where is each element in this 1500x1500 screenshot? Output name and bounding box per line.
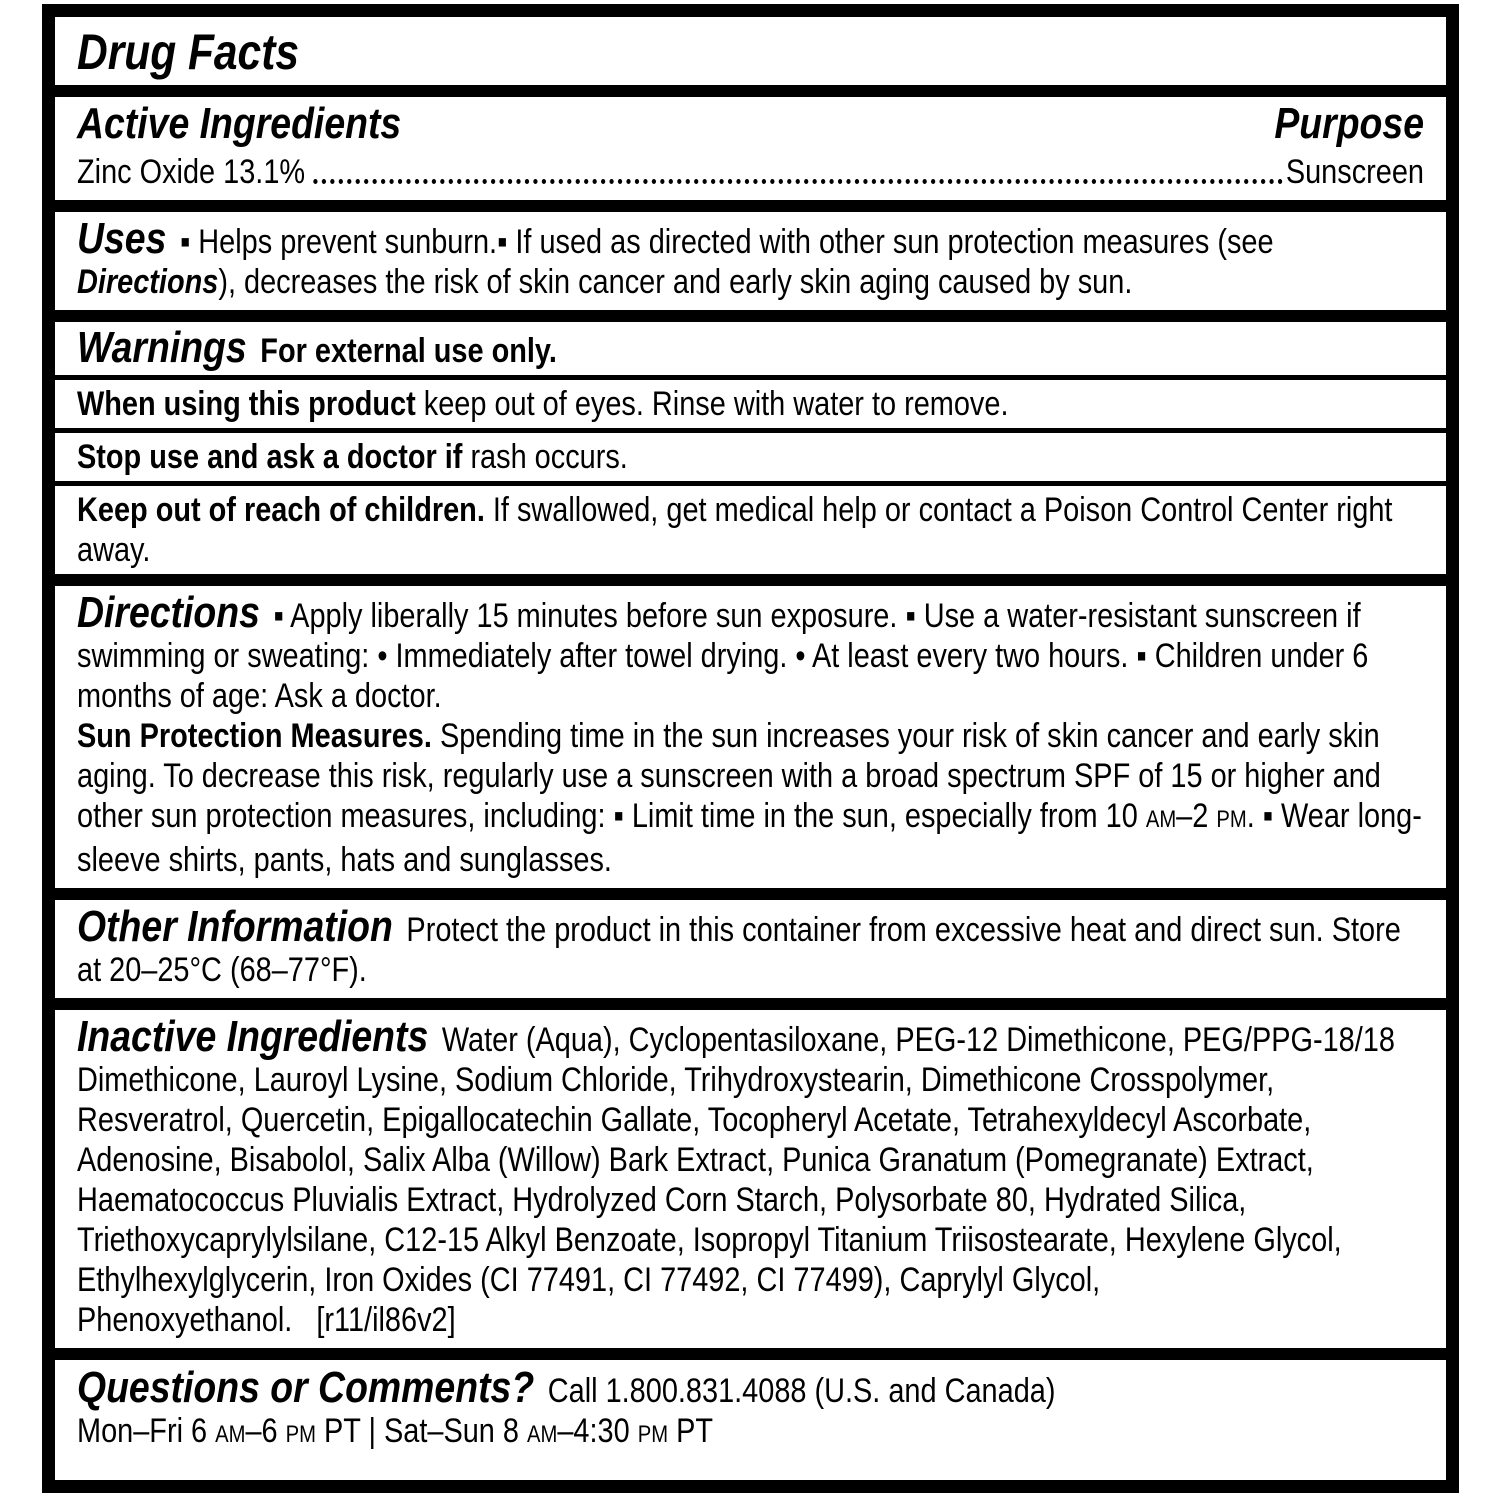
directions-paragraph <box>77 588 1424 716</box>
section-divider <box>55 1348 1446 1360</box>
section-divider <box>55 200 1446 212</box>
inactive-ingredients-paragraph <box>77 1012 1424 1340</box>
other-information-paragraph <box>77 902 1424 990</box>
warning-stop-use-row <box>55 433 1446 481</box>
warnings-heading: Warnings <box>77 323 247 372</box>
questions-hours-text: Mon–Fri 6 AM–6 PM PT | Sat–Sun 8 AM–4:30 PM PT <box>77 1412 714 1450</box>
dot-leader <box>314 179 1284 184</box>
questions-heading: Questions or Comments? <box>77 1363 535 1412</box>
uses-heading: Uses <box>77 214 167 263</box>
directions-text: ▪ Apply liberally 15 minutes before sun exposure. ▪ Use a water-resistant sunscreen if swimming or sweating: • Immediately after towel drying. • At least every two hours. ▪ Children under 6 months of age: Ask a doctor. <box>77 597 1369 715</box>
warning-keep-out-text: Keep out of reach of children. If swallowed, get medical help or contact a Poison Control Center right away. <box>77 491 1393 569</box>
active-ingredients-section <box>55 97 1446 200</box>
active-ingredient-purpose: Sunscreen <box>1285 153 1424 191</box>
questions-paragraph <box>77 1363 1424 1412</box>
uses-section <box>55 212 1446 310</box>
inactive-ingredients-heading: Inactive Ingredients <box>77 1012 429 1061</box>
drug-facts-title: Drug Facts <box>77 24 299 80</box>
active-ingredient-name: Zinc Oxide 13.1% <box>77 153 306 191</box>
uses-paragraph <box>77 214 1424 302</box>
warning-stop-use-text: Stop use and ask a doctor if rash occurs. <box>77 438 628 476</box>
active-ingredient-row <box>77 152 1424 192</box>
sun-protection-paragraph: Sun Protection Measures. Spending time in the sun increases your risk of skin cancer and early skin aging. To decrease this risk, regularly use a sunscreen with a broad spectrum SPF of 15 or higher and other sun protection measures, including: ▪ Limit time in the sun, especially from 10 AM–2 PM. ▪ Wear long-sleeve shirts, pants, hats and sunglasses. <box>77 717 1422 879</box>
other-information-heading: Other Information <box>77 902 393 951</box>
uses-text: ▪ Helps prevent sunburn.▪ If used as directed with other sun protection measures (see Directions), decreases the risk of skin cancer and early skin aging caused by sun. <box>77 223 1274 301</box>
directions-section <box>55 586 1446 888</box>
warning-when-using-row <box>55 380 1446 428</box>
other-information-section <box>55 900 1446 998</box>
warnings-intro-text: For external use only. <box>260 332 557 370</box>
warnings-section <box>55 322 1446 574</box>
drug-facts-header-section <box>55 17 1446 85</box>
warning-when-using-text: When using this product keep out of eyes. Rinse with water to remove. <box>77 385 1009 423</box>
warnings-intro-row <box>55 322 1446 375</box>
section-divider <box>55 574 1446 586</box>
drug-facts-panel <box>42 4 1459 1493</box>
active-ingredients-heading: Active Ingredients <box>77 99 402 148</box>
section-divider <box>55 888 1446 900</box>
other-information-text: Protect the product in this container from excessive heat and direct sun. Store at 20–25°C (68–77°F). <box>77 911 1401 989</box>
purpose-heading: Purpose <box>1274 99 1424 148</box>
section-divider <box>55 310 1446 322</box>
active-ingredients-header-row <box>77 99 1424 148</box>
questions-phone-text: Call 1.800.831.4088 (U.S. and Canada) <box>547 1372 1056 1410</box>
section-divider <box>55 85 1446 97</box>
inactive-ingredients-text: Water (Aqua), Cyclopentasiloxane, PEG-12 Dimethicone, PEG/PPG-18/18 Dimethicone, Lauroyl Lysine, Sodium Chloride, Trihydroxystearin, Dimethicone Crosspolymer, Resveratrol, Quercetin, Epigallocatechin Gallate, Tocopheryl Acetate, Tetrahexyldecyl Ascorbate, Adenosine, Bisabolol, Salix Alba (Willow) Bark Extract, Punica Granatum (Pomegranate) Extract, Haematococcus Pluvialis Extract, Hydrolyzed Corn Starch, Polysorbate 80, Hydrated Silica, Triethoxycaprylylsilane, C12-15 Alkyl Benzoate, Isopropyl Titanium Triisostearate, Hexylene Glycol, Ethylhexylglycerin, Iron Oxides (CI 77491, CI 77492, CI 77499), Caprylyl Glycol, Phenoxyethanol. [r11/il86v2] <box>77 1021 1395 1339</box>
warning-keep-out-row <box>55 486 1446 574</box>
inactive-ingredients-section <box>55 1010 1446 1348</box>
section-divider <box>55 998 1446 1010</box>
questions-section <box>55 1360 1446 1480</box>
directions-heading: Directions <box>77 588 260 637</box>
